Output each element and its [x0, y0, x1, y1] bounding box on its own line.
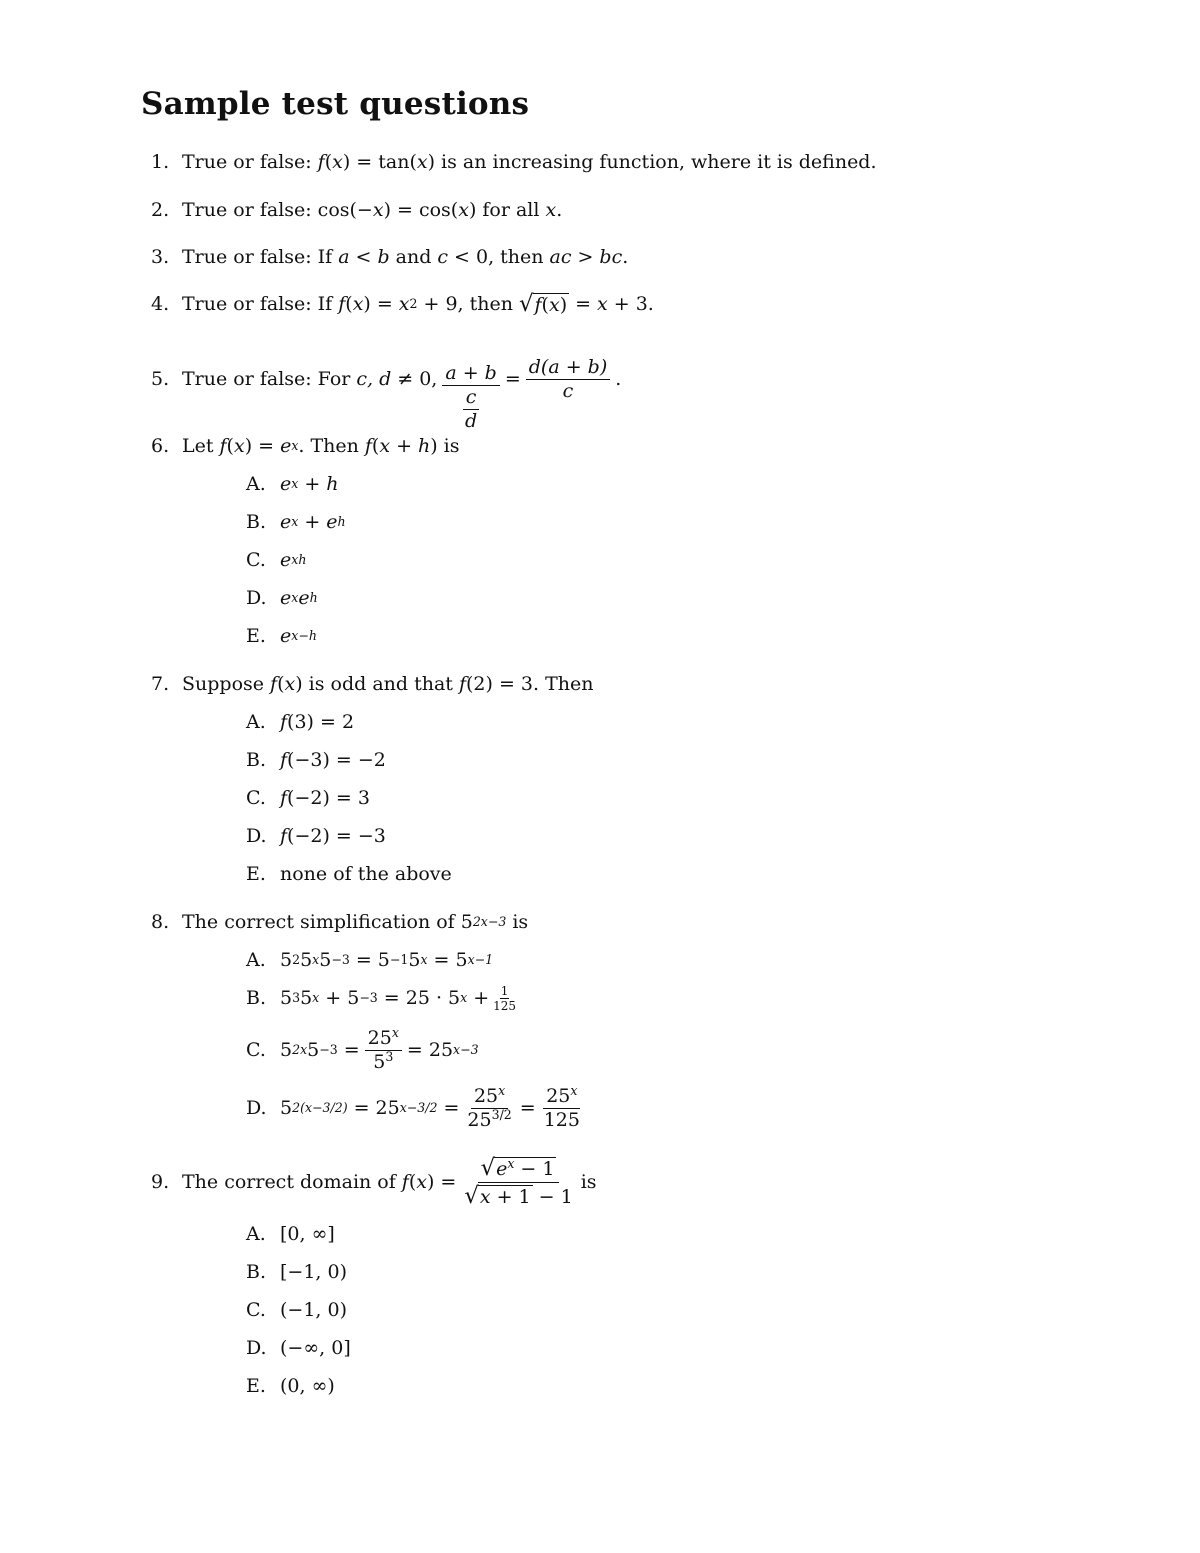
math-text: .: [615, 367, 622, 390]
math-var: e: [326, 510, 338, 533]
question-9: [151, 1150, 597, 1214]
math-text: + 5: [325, 986, 360, 1009]
math-var: f: [317, 150, 325, 173]
math-var: a + b: [445, 361, 497, 384]
exponent: x: [498, 1082, 506, 1098]
math-text: (2) = 3. Then: [465, 672, 594, 695]
math-var: f: [219, 434, 227, 457]
math-text: ) =: [426, 1170, 457, 1193]
math-text: The correct domain of: [182, 1170, 396, 1193]
square-root: [480, 1154, 557, 1181]
math-text: =: [504, 367, 521, 390]
math-text: >: [577, 245, 594, 268]
math-var: ac: [549, 245, 572, 268]
math-text: ) = tan(: [342, 150, 417, 173]
question-text: ) is an increasing function, where it is defined.: [427, 150, 877, 173]
math-var: a: [338, 245, 350, 268]
exponent: 3: [385, 1048, 394, 1064]
math-text: ) =: [363, 292, 393, 315]
option-label: E.: [246, 1374, 266, 1397]
question-2: [151, 192, 562, 228]
math-var: x: [233, 434, 245, 457]
math-text: 25: [367, 1026, 392, 1049]
math-text: ) for all: [468, 198, 540, 221]
q8-option-a: A. 5 2 5 x 5 −3 = 5 −1 5 x = 5 x−1: [246, 948, 494, 971]
math-text: and: [395, 245, 432, 268]
math-var: x: [416, 1170, 427, 1193]
math-text: cos(−: [317, 198, 373, 221]
math-text: +: [304, 472, 321, 495]
question-6: 6. Let f ( x ) = e x . Then f ( x + h ) is: [151, 434, 460, 457]
option-label: C.: [246, 548, 266, 571]
exponent: x: [507, 1155, 515, 1171]
math-text: ): [559, 293, 568, 316]
numerator: [471, 1082, 508, 1109]
q9-option-e: [246, 1368, 335, 1404]
numerator: [543, 1082, 580, 1109]
option-text: [0, ∞]: [280, 1222, 335, 1245]
math-var: x: [332, 150, 343, 173]
math-var: c: [465, 385, 477, 408]
option-text: (−1, 0): [280, 1298, 348, 1321]
q6-option-e: E. e x−h: [246, 624, 317, 647]
math-text: 5: [280, 948, 293, 971]
radical-sign: √: [518, 290, 534, 317]
math-text: = 25: [353, 1096, 400, 1119]
option-label: D.: [246, 824, 267, 847]
option-label: C.: [246, 786, 266, 809]
math-var: f: [280, 786, 288, 809]
numerator: [478, 1154, 560, 1183]
math-var: e: [280, 434, 292, 457]
math-text: 5: [280, 1038, 293, 1061]
radicand: [478, 1185, 533, 1208]
math-text: For: [317, 367, 351, 390]
question-prompt: True or false:: [182, 198, 312, 221]
math-var: x: [597, 292, 608, 315]
denominator: [459, 386, 483, 431]
math-text: = 25 · 5: [383, 986, 461, 1009]
math-text: (: [408, 1170, 417, 1193]
math-text: ) is odd and that: [295, 672, 453, 695]
math-text: 25: [473, 1084, 499, 1107]
option-label: B.: [246, 510, 267, 533]
q9-option-c: [246, 1292, 347, 1328]
math-var: d(a + b): [528, 355, 608, 378]
math-var: x: [548, 293, 560, 316]
math-text: Suppose: [182, 672, 265, 695]
math-text: . Then: [298, 434, 359, 457]
math-text: (−2) = 3: [287, 786, 370, 809]
option-label: E.: [246, 624, 266, 647]
q6-option-a: A. e x + h: [246, 472, 339, 495]
question-7: [151, 666, 593, 702]
math-text: is: [580, 1170, 597, 1193]
math-text: ) = cos(: [383, 198, 459, 221]
math-var: f: [280, 824, 288, 847]
math-text: = 25: [406, 1038, 454, 1061]
denominator: [560, 380, 577, 401]
math-text: =: [443, 1096, 460, 1119]
math-text: (: [345, 292, 353, 315]
q7-option-e: [246, 856, 452, 892]
math-text: =: [343, 1038, 360, 1061]
question-5: [151, 334, 622, 432]
math-text: 5: [280, 986, 293, 1009]
question-number: 5.: [151, 367, 170, 390]
q8-option-c: C. 5 2x 5 −3 = $\frac{25^x}{5^3}$ = 25 x−3: [246, 1024, 479, 1073]
math-var: f: [338, 292, 346, 315]
exponent: x: [570, 1082, 578, 1098]
question-number: 4.: [151, 292, 170, 315]
math-text: +: [396, 434, 412, 457]
numerator: [526, 355, 610, 380]
math-var: x: [284, 672, 296, 695]
numerator: [365, 1024, 402, 1051]
math-text: .: [556, 198, 563, 221]
q6-option-b: B. e x + e h: [246, 510, 346, 533]
math-var: d: [464, 409, 478, 432]
exponent: x: [391, 1024, 399, 1040]
math-text: =: [575, 292, 592, 315]
math-text: .: [622, 245, 629, 268]
math-var: f: [458, 672, 466, 695]
q8-option-d: D. 5 2(x−3/2) = 25 x−3/2 = $\frac{25^x}{25^{3/2}}$ = $\frac{25^x}{125}$: [246, 1078, 588, 1138]
math-text: <: [355, 245, 372, 268]
q9-option-d: [246, 1330, 351, 1366]
math-text: 25: [467, 1108, 492, 1131]
fraction: [365, 1024, 402, 1073]
math-var: f: [401, 1170, 409, 1193]
question-1: [151, 144, 877, 180]
math-text: (−2) = −3: [287, 824, 386, 847]
radical-sign: √: [464, 1182, 479, 1209]
square-root: [464, 1182, 532, 1209]
math-text: (−3) = −2: [287, 748, 386, 771]
math-var: h: [326, 472, 339, 495]
math-text: + 1: [496, 1185, 531, 1208]
fraction: [464, 1082, 514, 1131]
math-var: x: [352, 292, 364, 315]
q7-option-a: [246, 704, 354, 740]
math-var: x: [416, 150, 428, 173]
math-text: 25: [546, 1084, 571, 1107]
math-text: (: [541, 293, 549, 316]
numerator: [463, 385, 480, 410]
math-text: 5: [319, 948, 332, 971]
math-text: 5: [408, 948, 421, 971]
math-var: e: [280, 510, 292, 533]
math-var: x: [398, 292, 410, 315]
denominator: 125: [493, 998, 517, 1013]
math-var: x: [545, 198, 557, 221]
denominator: [462, 410, 480, 431]
question-number: 3.: [151, 245, 170, 268]
question-prompt: True or false:: [182, 150, 312, 173]
math-text: (: [277, 672, 285, 695]
math-text: +: [304, 510, 321, 533]
question-prompt: True or false:: [182, 245, 312, 268]
option-label: C.: [246, 1038, 266, 1061]
math-text: + 9, then: [423, 292, 513, 315]
denominator: 125: [543, 1108, 580, 1131]
math-var: f: [270, 672, 278, 695]
math-var: bc: [599, 245, 623, 268]
question-prompt: True or false:: [182, 292, 312, 315]
math-text: Let: [182, 434, 214, 457]
math-text: If: [317, 292, 333, 315]
math-text: 5: [300, 948, 313, 971]
question-number: 8.: [151, 910, 170, 933]
math-var: e: [298, 586, 310, 609]
math-var: c: [437, 245, 449, 268]
question-prompt: True or false:: [182, 367, 312, 390]
math-var: x: [458, 198, 469, 221]
option-text: [−1, 0): [280, 1260, 348, 1283]
math-var: e: [496, 1157, 508, 1180]
question-8: 8. The correct simplification of 5 2x−3 is: [151, 910, 529, 933]
q8-option-b: B. 5 3 5 x + 5 −3 = 25 · 5 x + $\frac{1}{125}$: [246, 983, 517, 1013]
option-label: D.: [246, 1336, 267, 1359]
radicand: [533, 293, 570, 316]
math-text: =: [519, 1096, 536, 1119]
math-var: c: [562, 379, 574, 402]
option-label: D.: [246, 586, 267, 609]
math-text: is: [512, 910, 529, 933]
question-number: 1.: [151, 150, 170, 173]
page-title: Sample test questions: [141, 86, 530, 122]
math-var: f: [534, 293, 542, 316]
option-text: (0, ∞): [280, 1374, 335, 1397]
q7-option-d: [246, 818, 386, 854]
denominator: [461, 1183, 575, 1208]
q6-option-c: C. e xh: [246, 548, 307, 571]
numerator: [442, 361, 500, 386]
option-label: A.: [246, 1222, 266, 1245]
math-text: − 1: [538, 1185, 573, 1208]
radicand: [494, 1157, 556, 1180]
square-root: [518, 290, 569, 317]
math-var: x: [379, 434, 391, 457]
denominator: [370, 1048, 396, 1073]
option-label: B.: [246, 1260, 267, 1283]
question-number: 2.: [151, 198, 170, 221]
math-var: e: [280, 472, 292, 495]
math-var: x: [479, 1185, 491, 1208]
math-text: 5: [280, 1096, 293, 1119]
option-label: C.: [246, 1298, 266, 1321]
math-text: ) =: [244, 434, 275, 457]
math-text: ) is: [430, 434, 460, 457]
math-text: = 5: [433, 948, 468, 971]
math-var: e: [280, 548, 292, 571]
question-4: 4. True or false: If f ( x ) = x 2 + 9, then √ f(x) = x + 3.: [151, 290, 654, 317]
math-text: ≠ 0,: [397, 367, 438, 390]
radical-sign: √: [480, 1154, 496, 1181]
option-text: (−∞, 0]: [280, 1336, 351, 1359]
option-label: B.: [246, 748, 267, 771]
math-text: The correct simplification of 5: [182, 910, 473, 933]
math-var: x: [372, 198, 384, 221]
q9-option-a: [246, 1216, 335, 1252]
question-number: 7.: [151, 672, 170, 695]
question-3: [151, 239, 628, 275]
math-var: c, d: [356, 367, 392, 390]
option-label: A.: [246, 710, 266, 733]
option-label: A.: [246, 948, 266, 971]
math-var: f: [280, 748, 288, 771]
fraction: [526, 355, 610, 402]
fraction: [462, 385, 480, 432]
option-label: D.: [246, 1096, 267, 1119]
math-text: 5: [307, 1038, 320, 1061]
option-text: none of the above: [280, 862, 452, 885]
math-text: < 0, then: [454, 245, 544, 268]
option-label: A.: [246, 472, 266, 495]
math-text: If: [317, 245, 333, 268]
fraction: [541, 1082, 583, 1131]
math-var: h: [417, 434, 431, 457]
math-text: +: [473, 986, 490, 1009]
math-text: = 5: [355, 948, 390, 971]
math-text: (: [226, 434, 234, 457]
exponent: 3/2: [491, 1106, 512, 1122]
math-var: e: [280, 624, 292, 647]
math-var: e: [280, 586, 292, 609]
question-number: 9.: [151, 1170, 170, 1193]
fraction: [461, 1154, 575, 1209]
math-var: f: [280, 710, 288, 733]
numerator: 1: [500, 983, 509, 998]
math-text: (: [324, 150, 333, 173]
q6-option-d: D. e x e h: [246, 586, 318, 609]
q7-option-b: [246, 742, 386, 778]
q7-option-c: [246, 780, 370, 816]
math-text: (3) = 2: [287, 710, 355, 733]
math-var: f: [364, 434, 372, 457]
option-label: E.: [246, 862, 266, 885]
q9-option-b: [246, 1254, 347, 1290]
fraction: [442, 361, 500, 432]
math-text: 5: [300, 986, 313, 1009]
option-label: B.: [246, 986, 267, 1009]
math-text: − 1: [520, 1157, 555, 1180]
math-text: + 3.: [613, 292, 654, 315]
math-var: b: [377, 245, 390, 268]
math-text: (: [371, 434, 380, 457]
fraction: [492, 985, 517, 1012]
denominator: [464, 1106, 514, 1131]
question-number: 6.: [151, 434, 170, 457]
math-text: 5: [373, 1050, 386, 1073]
